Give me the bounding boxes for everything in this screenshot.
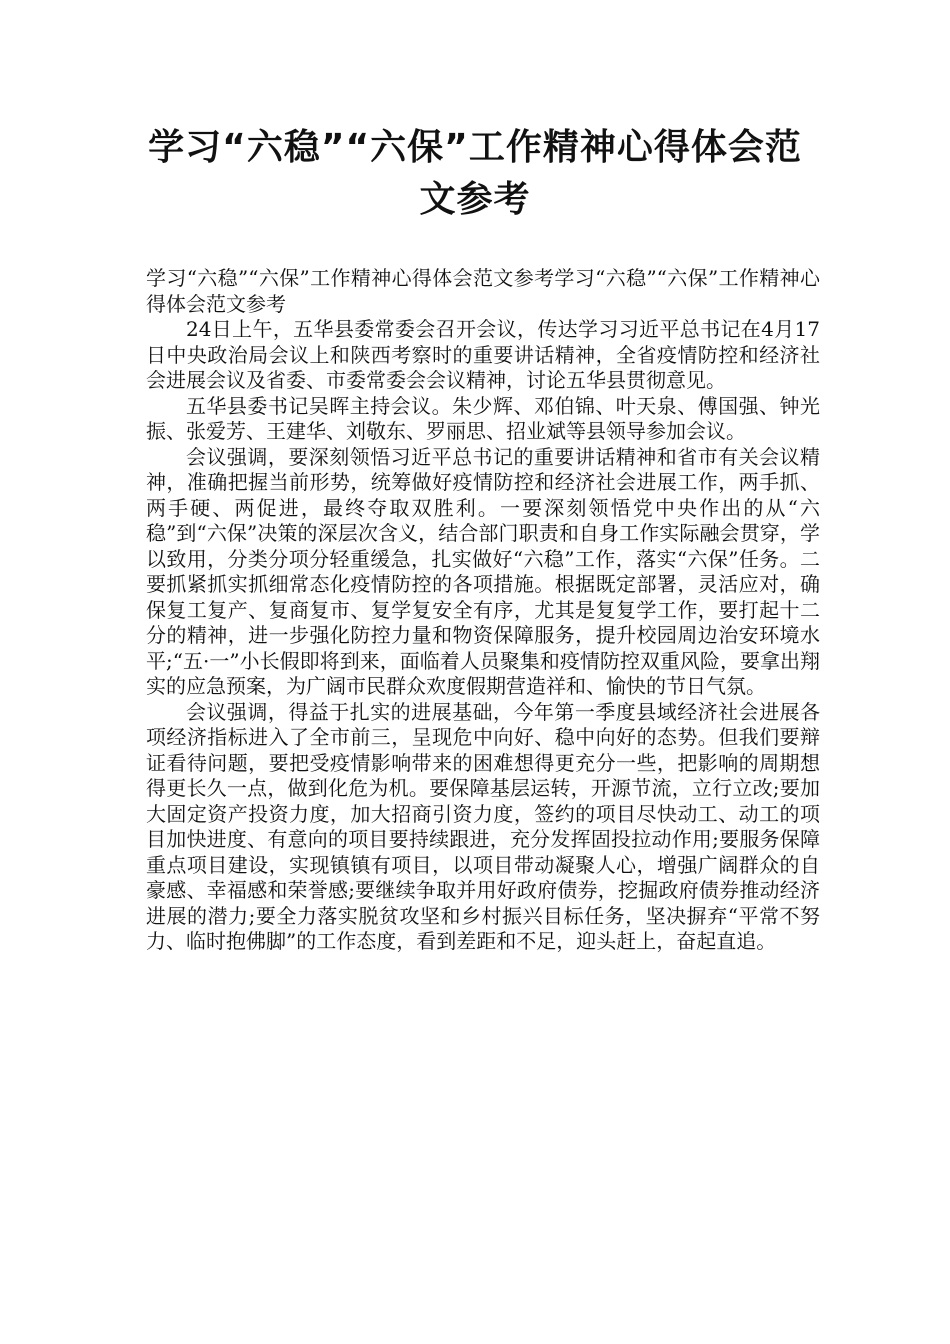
paragraph-emphasis-1: 会议强调，要深刻领悟习近平总书记的重要讲话精神和省市有关会议精神，准确把握当前形势，统筹做好疫情防控和经济社会进展工作，两手抓、两手硬、两促进，最终夺取双胜利。一要深刻领悟党中央作出的从“六稳”到“六保”决策的深层次含义，结合部门职责和自身工作实际融会贯穿，学以致用，分类分项分轻重缓急，扎实做好“六稳”工作，落实“六保”任务。二要抓紧抓实抓细常态化疫情防控的各项措施。根据既定部署，灵活应对，确保复工复产、复商复市、复学复安全有序，尤其是复复学工作，要打起十二分的精神，进一步强化防控力量和物资保障服务，提升校园周边治安环境水平;“五·一”小长假即将到来，面临着人员聚集和疫情防控双重风险，要拿出翔实的应急预案，为广阔市民群众欢度假期营造祥和、愉快的节日气氛。 (146, 444, 820, 698)
paragraph-intro: 学习“六稳”“六保”工作精神心得体会范文参考学习“六稳”“六保”工作精神心得体会范文参考 (146, 266, 820, 316)
document-body (146, 266, 820, 955)
paragraph-meeting: 24日上午，五华县委常委会召开会议，传达学习习近平总书记在4月17日中央政治局会议上和陕西考察时的重要讲话精神，全省疫情防控和经济社会进展会议及省委、市委常委会会议精神，讨论五华县贯彻意见。 (146, 317, 820, 392)
paragraph-emphasis-2: 会议强调，得益于扎实的进展基础，今年第一季度县域经济社会进展各项经济指标进入了全市前三，呈现危中向好、稳中向好的态势。但我们要辩证看待问题，要把受疫情影响带来的困难想得更充分一些，把影响的周期想得更长久一点，做到化危为机。要保障基层运转，开源节流，立行立改;要加大固定资产投资力度，加大招商引资力度，签约的项目尽快动工、动工的项目加快进度、有意向的项目要持续跟进，充分发挥固投拉动作用;要服务保障重点项目建设，实现镇镇有项目，以项目带动凝聚人心，增强广阔群众的自豪感、幸福感和荣誉感;要继续争取并用好政府债券，挖掘政府债券推动经济进展的潜力;要全力落实脱贫攻坚和乡村振兴目标任务，坚决摒弃“平常不努力、临时抱佛脚”的工作态度，看到差距和不足，迎头赶上，奋起直追。 (146, 699, 820, 953)
document-title: 学习“六稳”“六保”工作精神心得体会范文参考 (148, 127, 802, 220)
paragraph-attendees: 五华县委书记吴晖主持会议。朱少辉、邓伯锦、叶天泉、傅国强、钟光振、张爱芳、王建华、刘敬东、罗丽思、招业斌等县领导参加会议。 (146, 393, 820, 443)
